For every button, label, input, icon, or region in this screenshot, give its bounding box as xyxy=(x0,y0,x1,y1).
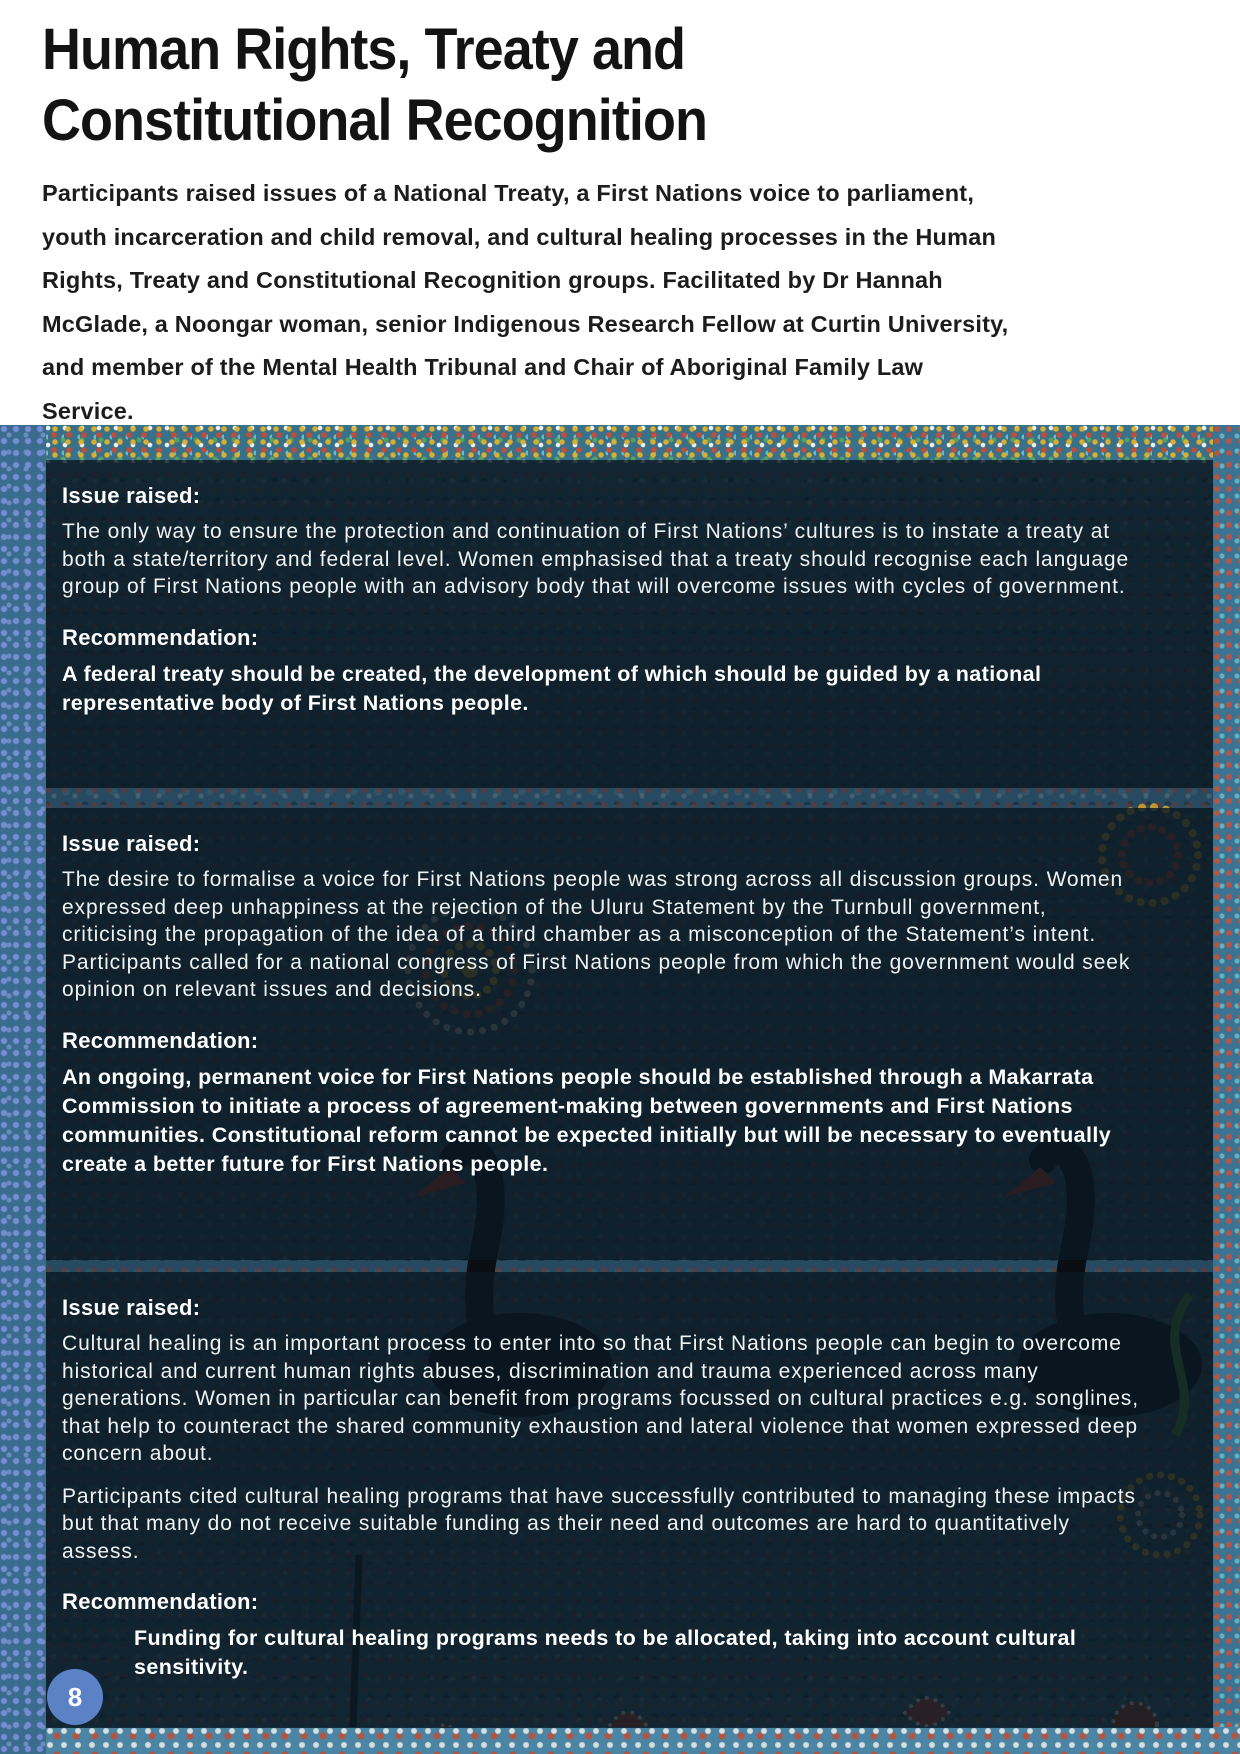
issue-panel-treaty xyxy=(46,460,1213,788)
page-number: 8 xyxy=(67,1681,83,1712)
issue-heading: Issue raised: xyxy=(62,483,201,508)
issue-text: The only way to ensure the protection and continuation of First Nations’ cultures is to instate a treaty at both a state/territory and federal level. Women emphasised that a treaty should recognise each language group of First Nations people with an advisory body that will overcome issues with cycles of government. xyxy=(62,520,1130,598)
artwork-bottom-band xyxy=(46,1727,1240,1754)
intro-paragraph: Participants raised issues of a National Treaty, a First Nations voice to parliament, youth incarceration and child removal, and cultural healing processes in the Human Rights, Treaty and Constitutional Recognition groups. Facilitated by Dr Hannah McGlade, a Noongar woman, senior Indigenous Research Fellow at Curtin University, and member of the Mental Health Tribunal and Chair of Aboriginal Family Law Service. xyxy=(42,180,1009,424)
recommendation-heading: Recommendation: xyxy=(62,1027,259,1053)
issue-panel-cultural-healing xyxy=(46,1272,1213,1728)
issue-text: The desire to formalise a voice for First Nations people was strong across all discussion groups. Women expressed deep unhappiness at the rejection of the Uluru Statement by the Turnbull government, criticising the propagation of the idea of a third chamber as a misconception of the Statement’s intent. Participants called for a national congress of First Nations people from which the government would seek opinion on relevant issues and decisions. xyxy=(62,868,1131,1001)
page-title-line-1: Human Rights, Treaty and xyxy=(42,17,686,82)
page-header xyxy=(0,0,1240,425)
artwork-left-margin xyxy=(0,425,46,1754)
page-title xyxy=(42,14,1119,156)
issue-text-paragraph-2: Participants cited cultural healing programs that have successfully contributed to managing these impacts but that many do not receive suitable funding as their need and outcomes are hard to quantitatively assess. xyxy=(62,1484,1136,1563)
issue-heading: Issue raised: xyxy=(62,1295,201,1320)
recommendation-heading: Recommendation: xyxy=(62,1589,259,1614)
recommendation-heading: Recommendation: xyxy=(62,624,259,650)
artwork-right-margin xyxy=(1213,425,1240,1754)
issue-panel-voice xyxy=(46,808,1213,1260)
recommendation-text: A federal treaty should be created, the development of which should be guided by a national representative body of First Nations people. xyxy=(62,661,1042,715)
issue-text-paragraph-1: Cultural healing is an important process to enter into so that First Nations people can begin to overcome historical and current human rights abuses, discrimination and trauma experienced across many generations. Women in particular can benefit from programs focussed on cultural practices e.g. songlines, that help to counteract the shared community exhaustion and lateral violence that women expressed deep concern about. xyxy=(62,1332,1139,1465)
page-number-badge xyxy=(47,1669,103,1725)
recommendation-text: Funding for cultural healing programs needs to be allocated, taking into account cultural sensitivity. xyxy=(134,1626,1077,1679)
page-title-line-2: Constitutional Recognition xyxy=(42,88,707,153)
issue-heading: Issue raised: xyxy=(62,831,201,856)
recommendation-text: An ongoing, permanent voice for First Nations people should be established through a Makarrata Commission to initiate a process of agreement-making between governments and First Nations communities. Constitutional reform cannot be expected initially but will be necessary to eventually create a better future for First Nations people. xyxy=(62,1064,1112,1176)
